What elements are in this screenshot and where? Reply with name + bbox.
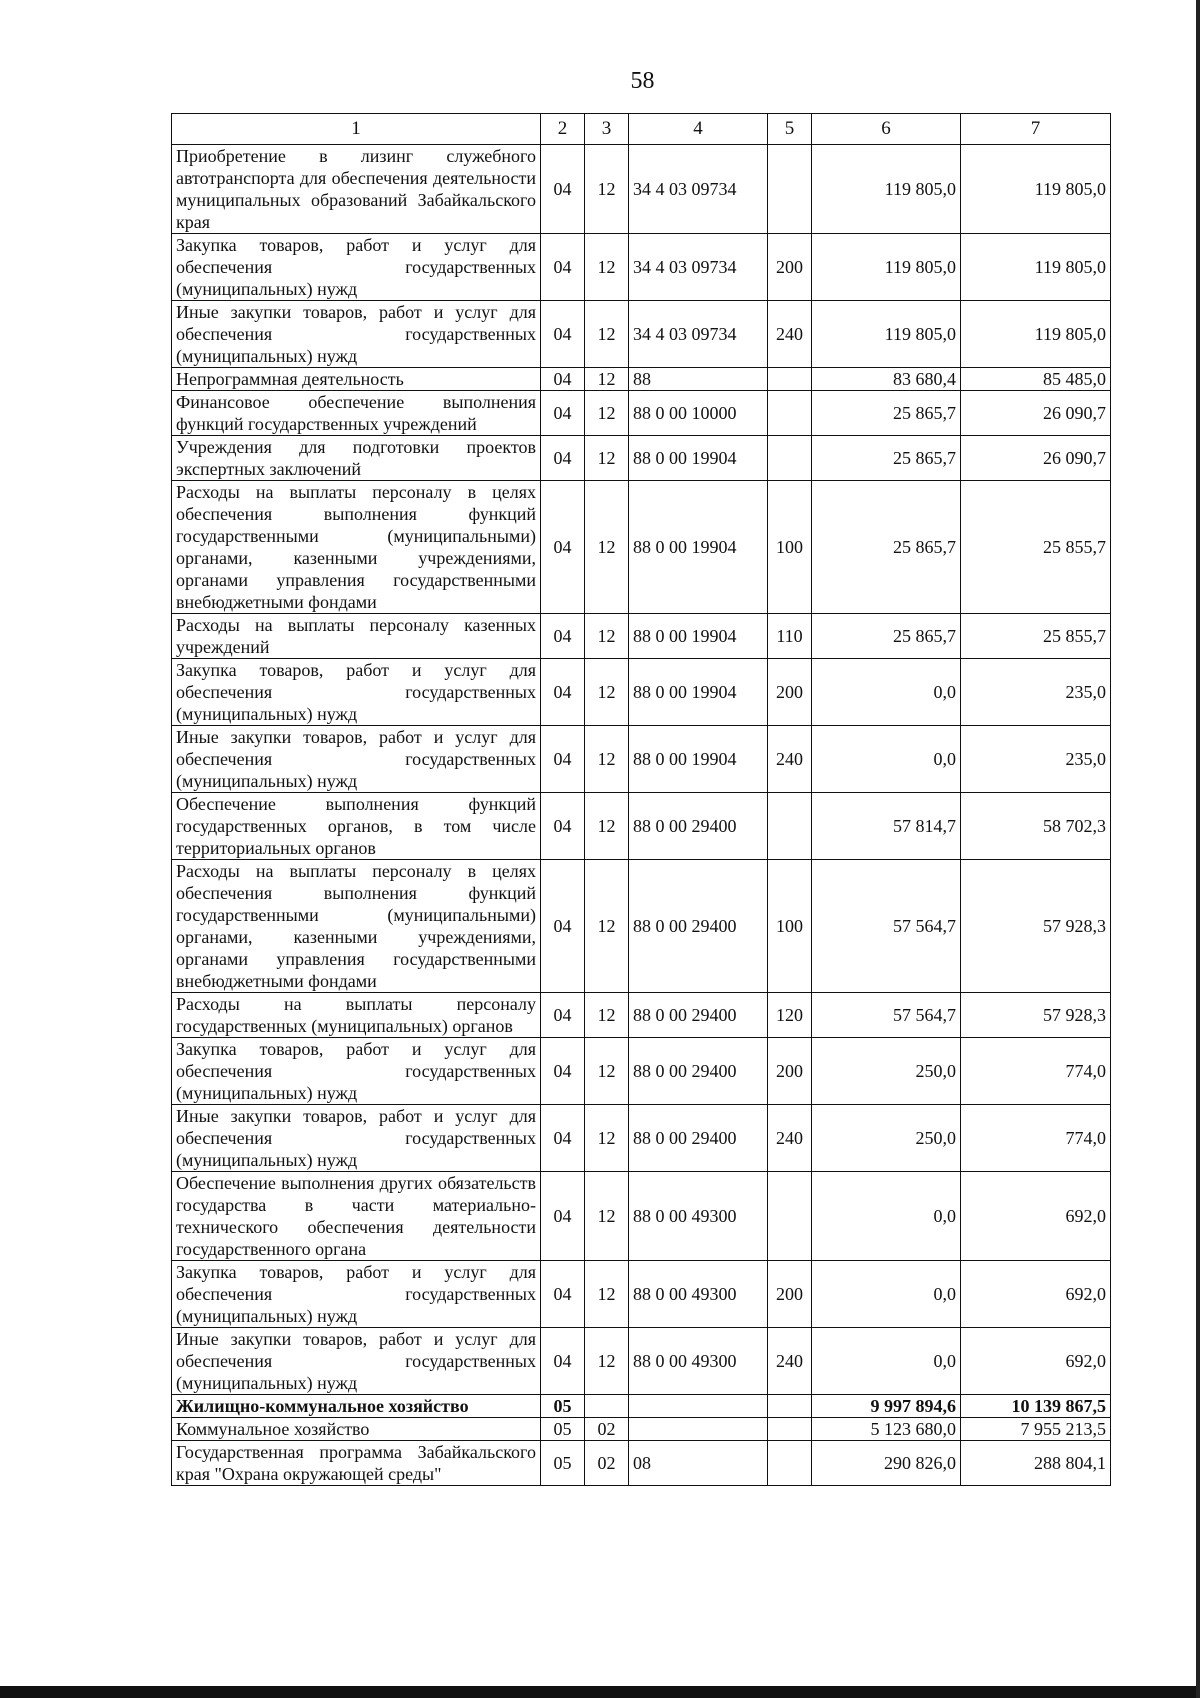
table-row xyxy=(172,860,1111,993)
cell-target-code: 08 xyxy=(629,1441,768,1486)
table-row xyxy=(172,793,1111,860)
cell-subsection: 12 xyxy=(585,1038,629,1105)
cell-subsection: 12 xyxy=(585,993,629,1038)
cell-target-code: 88 0 00 19904 xyxy=(629,659,768,726)
table-row xyxy=(172,145,1111,234)
cell-subsection xyxy=(585,1395,629,1418)
cell-target-code: 88 0 00 49300 xyxy=(629,1328,768,1395)
cell-amount-col6: 290 826,0 xyxy=(812,1441,961,1486)
cell-amount-col7: 26 090,7 xyxy=(961,391,1111,436)
cell-target-code: 34 4 03 09734 xyxy=(629,234,768,301)
cell-expense-type xyxy=(768,1395,812,1418)
cell-section: 05 xyxy=(541,1395,585,1418)
cell-name: Непрограммная деятельность xyxy=(172,368,541,391)
cell-amount-col7: 57 928,3 xyxy=(961,860,1111,993)
cell-target-code xyxy=(629,1395,768,1418)
cell-amount-col7: 10 139 867,5 xyxy=(961,1395,1111,1418)
cell-target-code: 34 4 03 09734 xyxy=(629,145,768,234)
cell-subsection: 12 xyxy=(585,614,629,659)
cell-subsection: 12 xyxy=(585,659,629,726)
cell-amount-col7: 235,0 xyxy=(961,659,1111,726)
cell-subsection: 12 xyxy=(585,1328,629,1395)
cell-name: Государственная программа Забайкальского края "Охрана окружающей среды" xyxy=(172,1441,541,1486)
table-row xyxy=(172,1261,1111,1328)
cell-subsection: 12 xyxy=(585,368,629,391)
cell-amount-col7: 288 804,1 xyxy=(961,1441,1111,1486)
cell-amount-col7: 85 485,0 xyxy=(961,368,1111,391)
cell-section: 04 xyxy=(541,368,585,391)
table-row xyxy=(172,659,1111,726)
table-row xyxy=(172,391,1111,436)
cell-section: 04 xyxy=(541,614,585,659)
cell-amount-col6: 57 564,7 xyxy=(812,993,961,1038)
cell-name: Иные закупки товаров, работ и услуг для обеспечения государственных (муниципальных) нужд xyxy=(172,1105,541,1172)
cell-amount-col7: 26 090,7 xyxy=(961,436,1111,481)
cell-target-code: 88 xyxy=(629,368,768,391)
cell-section: 04 xyxy=(541,481,585,614)
cell-section: 05 xyxy=(541,1418,585,1441)
column-header-6: 6 xyxy=(812,114,961,145)
cell-expense-type: 200 xyxy=(768,1038,812,1105)
cell-subsection: 12 xyxy=(585,481,629,614)
cell-amount-col7: 119 805,0 xyxy=(961,234,1111,301)
cell-target-code: 88 0 00 19904 xyxy=(629,726,768,793)
cell-name: Учреждения для подготовки проектов экспертных заключений xyxy=(172,436,541,481)
table-row xyxy=(172,1395,1111,1418)
cell-name: Расходы на выплаты персоналу государственных (муниципальных) органов xyxy=(172,993,541,1038)
cell-expense-type: 240 xyxy=(768,1105,812,1172)
cell-name: Расходы на выплаты персоналу в целях обеспечения выполнения функций государственными (муниципальными) органами, казенными учреждениями, органами управления государственными внебюджетными фондами xyxy=(172,860,541,993)
cell-expense-type: 200 xyxy=(768,659,812,726)
cell-amount-col6: 119 805,0 xyxy=(812,301,961,368)
cell-expense-type xyxy=(768,391,812,436)
cell-amount-col7: 119 805,0 xyxy=(961,145,1111,234)
cell-section: 04 xyxy=(541,659,585,726)
cell-expense-type: 200 xyxy=(768,1261,812,1328)
cell-section: 04 xyxy=(541,1105,585,1172)
cell-amount-col7: 692,0 xyxy=(961,1261,1111,1328)
cell-amount-col6: 0,0 xyxy=(812,1261,961,1328)
cell-target-code: 34 4 03 09734 xyxy=(629,301,768,368)
cell-amount-col7: 7 955 213,5 xyxy=(961,1418,1111,1441)
cell-amount-col6: 9 997 894,6 xyxy=(812,1395,961,1418)
table-row xyxy=(172,234,1111,301)
cell-amount-col6: 25 865,7 xyxy=(812,391,961,436)
cell-section: 04 xyxy=(541,391,585,436)
cell-amount-col6: 25 865,7 xyxy=(812,614,961,659)
cell-name: Иные закупки товаров, работ и услуг для обеспечения государственных (муниципальных) нужд xyxy=(172,726,541,793)
column-header-5: 5 xyxy=(768,114,812,145)
cell-subsection: 02 xyxy=(585,1441,629,1486)
cell-amount-col7: 774,0 xyxy=(961,1038,1111,1105)
cell-subsection: 12 xyxy=(585,793,629,860)
cell-expense-type xyxy=(768,145,812,234)
cell-expense-type: 240 xyxy=(768,1328,812,1395)
cell-target-code: 88 0 00 19904 xyxy=(629,436,768,481)
budget-table xyxy=(171,113,1111,1486)
cell-subsection: 12 xyxy=(585,1172,629,1261)
cell-name: Обеспечение выполнения функций государственных органов, в том числе территориальных органов xyxy=(172,793,541,860)
cell-section: 04 xyxy=(541,234,585,301)
cell-section: 04 xyxy=(541,145,585,234)
cell-target-code: 88 0 00 29400 xyxy=(629,793,768,860)
cell-expense-type xyxy=(768,793,812,860)
cell-amount-col6: 25 865,7 xyxy=(812,436,961,481)
cell-section: 04 xyxy=(541,1261,585,1328)
cell-name: Расходы на выплаты персоналу казенных учреждений xyxy=(172,614,541,659)
cell-name: Финансовое обеспечение выполнения функций государственных учреждений xyxy=(172,391,541,436)
column-header-2: 2 xyxy=(541,114,585,145)
table-row xyxy=(172,481,1111,614)
cell-name: Иные закупки товаров, работ и услуг для обеспечения государственных (муниципальных) нужд xyxy=(172,1328,541,1395)
cell-name: Жилищно-коммунальное хозяйство xyxy=(172,1395,541,1418)
cell-subsection: 12 xyxy=(585,391,629,436)
table-row xyxy=(172,993,1111,1038)
cell-amount-col6: 83 680,4 xyxy=(812,368,961,391)
cell-target-code: 88 0 00 29400 xyxy=(629,993,768,1038)
cell-target-code: 88 0 00 49300 xyxy=(629,1261,768,1328)
table-header-row xyxy=(172,114,1111,145)
cell-expense-type: 240 xyxy=(768,301,812,368)
cell-subsection: 12 xyxy=(585,301,629,368)
column-header-4: 4 xyxy=(629,114,768,145)
cell-section: 04 xyxy=(541,301,585,368)
cell-amount-col7: 774,0 xyxy=(961,1105,1111,1172)
cell-expense-type: 200 xyxy=(768,234,812,301)
cell-expense-type xyxy=(768,1441,812,1486)
cell-subsection: 12 xyxy=(585,1105,629,1172)
cell-amount-col7: 25 855,7 xyxy=(961,481,1111,614)
cell-name: Закупка товаров, работ и услуг для обеспечения государственных (муниципальных) нужд xyxy=(172,234,541,301)
cell-expense-type: 100 xyxy=(768,860,812,993)
cell-amount-col7: 58 702,3 xyxy=(961,793,1111,860)
cell-subsection: 12 xyxy=(585,726,629,793)
cell-target-code: 88 0 00 29400 xyxy=(629,860,768,993)
cell-name: Расходы на выплаты персоналу в целях обеспечения выполнения функций государственными (муниципальными) органами, казенными учреждениями, органами управления государственными внебюджетными фондами xyxy=(172,481,541,614)
cell-target-code: 88 0 00 29400 xyxy=(629,1038,768,1105)
cell-subsection: 12 xyxy=(585,860,629,993)
cell-target-code: 88 0 00 19904 xyxy=(629,614,768,659)
cell-amount-col6: 57 564,7 xyxy=(812,860,961,993)
table-row xyxy=(172,614,1111,659)
scan-edge-bottom xyxy=(0,1686,1200,1698)
cell-subsection: 12 xyxy=(585,436,629,481)
cell-section: 04 xyxy=(541,1172,585,1261)
cell-expense-type: 100 xyxy=(768,481,812,614)
scan-edge-right xyxy=(1196,0,1200,1698)
cell-amount-col6: 250,0 xyxy=(812,1105,961,1172)
cell-amount-col6: 0,0 xyxy=(812,726,961,793)
cell-target-code: 88 0 00 19904 xyxy=(629,481,768,614)
cell-amount-col7: 25 855,7 xyxy=(961,614,1111,659)
cell-amount-col6: 119 805,0 xyxy=(812,234,961,301)
cell-name: Коммунальное хозяйство xyxy=(172,1418,541,1441)
table-row xyxy=(172,1172,1111,1261)
cell-section: 05 xyxy=(541,1441,585,1486)
cell-name: Закупка товаров, работ и услуг для обеспечения государственных (муниципальных) нужд xyxy=(172,1261,541,1328)
cell-expense-type xyxy=(768,436,812,481)
table-row xyxy=(172,368,1111,391)
cell-target-code: 88 0 00 29400 xyxy=(629,1105,768,1172)
cell-section: 04 xyxy=(541,860,585,993)
table-row xyxy=(172,1328,1111,1395)
cell-amount-col6: 0,0 xyxy=(812,659,961,726)
cell-amount-col6: 5 123 680,0 xyxy=(812,1418,961,1441)
cell-expense-type: 120 xyxy=(768,993,812,1038)
cell-amount-col6: 119 805,0 xyxy=(812,145,961,234)
cell-section: 04 xyxy=(541,793,585,860)
cell-amount-col7: 57 928,3 xyxy=(961,993,1111,1038)
table-row xyxy=(172,436,1111,481)
cell-section: 04 xyxy=(541,993,585,1038)
cell-subsection: 12 xyxy=(585,145,629,234)
cell-amount-col7: 692,0 xyxy=(961,1172,1111,1261)
table-row xyxy=(172,726,1111,793)
cell-expense-type xyxy=(768,1172,812,1261)
cell-name: Приобретение в лизинг служебного автотранспорта для обеспечения деятельности муниципальных образований Забайкальского края xyxy=(172,145,541,234)
cell-subsection: 02 xyxy=(585,1418,629,1441)
cell-amount-col7: 119 805,0 xyxy=(961,301,1111,368)
table-row xyxy=(172,301,1111,368)
cell-amount-col6: 250,0 xyxy=(812,1038,961,1105)
cell-expense-type xyxy=(768,368,812,391)
cell-expense-type xyxy=(768,1418,812,1441)
table-row xyxy=(172,1038,1111,1105)
cell-expense-type: 240 xyxy=(768,726,812,793)
cell-expense-type: 110 xyxy=(768,614,812,659)
cell-section: 04 xyxy=(541,726,585,793)
cell-target-code: 88 0 00 49300 xyxy=(629,1172,768,1261)
column-header-7: 7 xyxy=(961,114,1111,145)
cell-name: Закупка товаров, работ и услуг для обеспечения государственных (муниципальных) нужд xyxy=(172,1038,541,1105)
table-row xyxy=(172,1441,1111,1486)
cell-amount-col6: 25 865,7 xyxy=(812,481,961,614)
cell-section: 04 xyxy=(541,436,585,481)
column-header-1: 1 xyxy=(172,114,541,145)
cell-amount-col7: 692,0 xyxy=(961,1328,1111,1395)
page-number: 58 xyxy=(630,68,655,94)
cell-target-code xyxy=(629,1418,768,1441)
table-row xyxy=(172,1418,1111,1441)
cell-amount-col7: 235,0 xyxy=(961,726,1111,793)
cell-section: 04 xyxy=(541,1328,585,1395)
cell-target-code: 88 0 00 10000 xyxy=(629,391,768,436)
cell-subsection: 12 xyxy=(585,234,629,301)
cell-amount-col6: 0,0 xyxy=(812,1328,961,1395)
cell-name: Закупка товаров, работ и услуг для обеспечения государственных (муниципальных) нужд xyxy=(172,659,541,726)
cell-section: 04 xyxy=(541,1038,585,1105)
cell-name: Иные закупки товаров, работ и услуг для обеспечения государственных (муниципальных) нужд xyxy=(172,301,541,368)
cell-subsection: 12 xyxy=(585,1261,629,1328)
column-header-3: 3 xyxy=(585,114,629,145)
table-body xyxy=(172,145,1111,1486)
cell-amount-col6: 57 814,7 xyxy=(812,793,961,860)
table-row xyxy=(172,1105,1111,1172)
cell-name: Обеспечение выполнения других обязательств государства в части материально-технического обеспечения деятельности государственного органа xyxy=(172,1172,541,1261)
cell-amount-col6: 0,0 xyxy=(812,1172,961,1261)
